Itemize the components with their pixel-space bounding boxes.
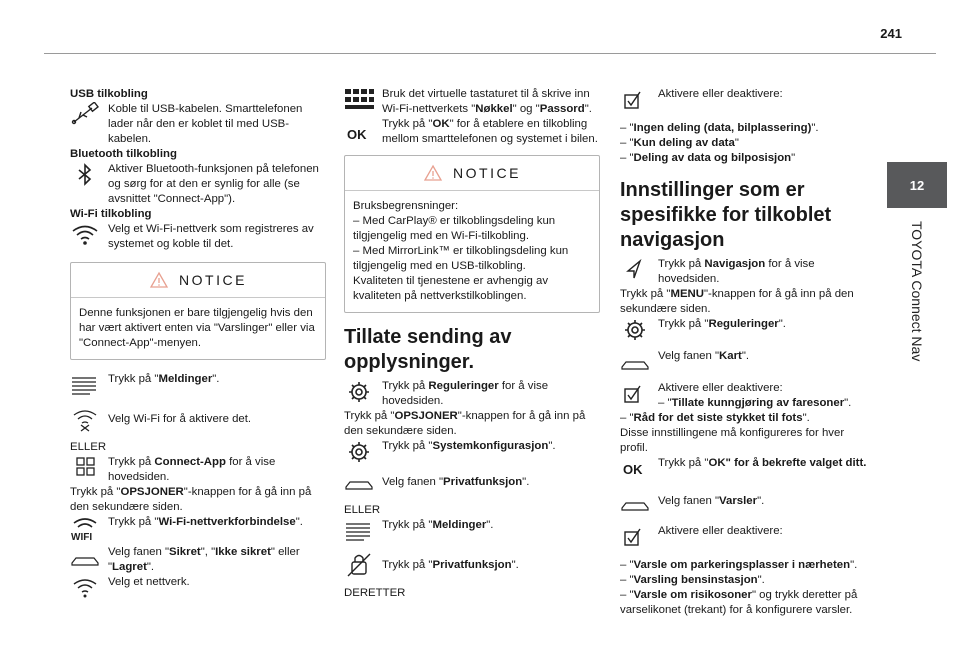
tab-m1: ", " <box>200 546 216 558</box>
notice-box-1 <box>70 262 326 360</box>
reg3-post: ". <box>778 318 786 330</box>
nav-pre: Trykk på <box>658 258 705 270</box>
activate-row <box>620 87 872 121</box>
messages-row <box>70 372 326 406</box>
tab-pre: Velg fanen " <box>108 546 170 558</box>
notice-text: Denne funksjonen er bare tilgjengelig hvis den har vært aktivert enten via "Varslinger" eller via "Connect-App"-menyen. <box>79 307 315 349</box>
page-number: 241 <box>880 26 902 41</box>
activate-text-2: Aktivere eller deaktivere: <box>658 382 783 394</box>
activate-row-3 <box>620 524 872 558</box>
tabs-icon <box>344 469 374 499</box>
opt2-post: "-knappen for å gå inn på den sekundære siden. <box>344 410 586 437</box>
navigation-row <box>620 257 872 287</box>
checkbox-icon <box>620 87 650 117</box>
pf-post: ". <box>511 559 519 571</box>
pf-bold: Privatfunksjon <box>432 559 512 571</box>
messages-icon <box>344 518 374 548</box>
okc-pre: Trykk på " <box>658 457 709 469</box>
priv-post: ". <box>522 476 530 488</box>
share-opt-1: Ingen deling (data, bilplassering) <box>633 122 812 134</box>
nav-bold: Navigasjon <box>704 258 766 270</box>
profile-text: Disse innstillingene må konfigureres for hver profil. <box>620 427 845 454</box>
msg-pre: Trykk på " <box>108 373 159 385</box>
gear-icon <box>620 317 650 347</box>
reg-pre: Trykk på <box>382 380 429 392</box>
notice-title: NOTICE <box>179 271 247 288</box>
messages-row-2 <box>344 518 600 552</box>
section-heading-navigation: Innstillinger som er spesifikke for tilkoblet navigasjon <box>620 179 832 251</box>
activate-text: Aktivere eller deaktivere: <box>658 88 783 100</box>
notice-line-4: Kvaliteten til tjenestene er avhengig av kvaliteten på nettverkstilkoblingen. <box>353 275 549 302</box>
tab-b1: Sikret <box>169 546 201 558</box>
apps-icon <box>70 455 100 485</box>
messages-icon <box>70 372 100 402</box>
msg-bold: Meldinger <box>158 373 213 385</box>
app-bold: Connect-App <box>154 456 226 468</box>
warning-icon <box>149 271 169 289</box>
wifi-connection-row <box>70 515 326 545</box>
wnc-post: ". <box>295 516 303 528</box>
danger-zones: Tillate kunngjøring av faresoner <box>671 397 845 409</box>
kb-text: Bruk det virtuelle tastaturet til å skrive inn Wi-Fi-nettverkets " <box>382 88 590 115</box>
checkbox-icon <box>620 381 650 411</box>
opt2-bold: OPSJONER <box>394 410 458 422</box>
notice-title: NOTICE <box>453 164 521 181</box>
chapter-tab[interactable]: 12 <box>887 162 947 208</box>
sysconf-row <box>344 439 600 469</box>
app-pre: Trykk på <box>108 456 155 468</box>
opt-pre: Trykk på " <box>70 486 121 498</box>
notice-header <box>345 164 599 191</box>
wifi-heading: Wi-Fi tilkobling <box>70 208 152 220</box>
kb-m1: " og " <box>512 103 540 115</box>
reg3-bold: Reguleringer <box>708 318 779 330</box>
connect-app-row <box>70 455 326 485</box>
notice-line-2: – Med CarPlay® er tilkoblingsdeling kun tilgjengelig med en Wi-Fi-tilkobling. <box>353 215 556 242</box>
app-post: for å vise hovedsiden. <box>108 456 276 483</box>
svg-text:WIFI: WIFI <box>71 532 93 541</box>
vars-post: ". <box>757 495 765 507</box>
wnc-pre: Trykk på " <box>108 516 159 528</box>
opt2-pre: Trykk på " <box>344 410 395 422</box>
network-row <box>70 575 326 605</box>
sys-pre: Trykk på " <box>382 440 433 452</box>
map-tab-row <box>620 349 872 381</box>
tabs-icon <box>620 349 650 379</box>
opt-bold: OPSJONER <box>120 486 184 498</box>
notice-line-1: Bruksbegrensninger: <box>353 200 459 212</box>
privacy-tab-row <box>344 469 600 503</box>
menu-pre: Trykk på " <box>620 288 671 300</box>
nav-post: for å vise hovedsiden. <box>658 258 815 285</box>
menu-post: "-knappen for å gå inn på den sekundære siden. <box>620 288 854 315</box>
msg2-pre: Trykk på " <box>382 519 433 531</box>
msg2-bold: Meldinger <box>432 519 487 531</box>
gear-icon <box>344 379 374 409</box>
column-3: Aktivere eller deaktivere: – "Ingen deling (data, bilplassering)". – "Kun deling av data" – "Deling av data og bilposisjon" Innstillinger som er spesifikke for tilkoblet navigasjon Trykk på Navigasjon for å vise hovedsiden. Trykk på "MENU"-knappen for å gå inn på den sekundære siden. Trykk på "Reguleringer". Velg fanen "Kart". Aktivere eller deaktivere: – "Tillate kunngjøring av faresoner". – "Råd for det siste stykket til fots". Disse innstillingene må konfigureres for hver profil. OK Trykk på "OK" for å bekrefte valget ditt. Velg fanen "Varsler". Aktivere eller deaktivere: – "Varsle om parkeringsplasser i nærheten". – "Varsling bensinstasjon". – "Varsle om risikosoner" og trykk deretter på varselikonet (trekant) for å konfigurere varsler. <box>620 87 872 618</box>
alert-fuel: Varsling bensinstasjon <box>633 574 758 586</box>
kb-b2: Passord <box>539 103 585 115</box>
wnc-bold: Wi-Fi-nettverkforbindelse <box>158 516 296 528</box>
activate-row-2: Aktivere eller deaktivere: – "Tillate kunngjøring av faresoner". <box>620 381 872 411</box>
msg2-post: ". <box>486 519 494 531</box>
share-opt-2: Kun deling av data <box>633 137 735 149</box>
eller-1: ELLER <box>70 441 107 453</box>
warning-icon <box>423 164 443 182</box>
chapter-title: TOYOTA Connect Nav <box>909 221 925 362</box>
sys-post: ". <box>548 440 556 452</box>
wifi-enable-text: Velg Wi-Fi for å aktivere det. <box>108 413 252 425</box>
alert-risk-post: " og trykk deretter på varselikonet (trekant) for å konfigurere varsler. <box>620 589 858 616</box>
navigation-arrow-icon <box>620 257 650 287</box>
tab-m2: " eller " <box>108 546 300 573</box>
gear-icon <box>344 439 374 469</box>
kb-post: ". <box>584 103 592 115</box>
column-2 <box>344 87 600 601</box>
ok-icon: OK <box>347 127 367 142</box>
ok-confirm-row <box>620 456 872 490</box>
wifi-text: Velg et Wi-Fi-nettverk som registreres av systemet og koble til det. <box>108 223 314 250</box>
keyboard-icon <box>344 87 374 117</box>
settings-row-3 <box>620 317 872 349</box>
pf-pre: Trykk på " <box>382 559 433 571</box>
column-1 <box>70 87 326 605</box>
ok-post: " for å etablere en tilkobling mellom smarttelefonen og systemet i bilen. <box>382 118 598 145</box>
priv-pre: Velg fanen " <box>382 476 444 488</box>
checkbox-icon <box>620 524 650 554</box>
menu-bold: MENU <box>670 288 705 300</box>
kart-bold: Kart <box>719 350 742 362</box>
wifi-off-icon <box>70 406 100 436</box>
reg-bold: Reguleringer <box>428 380 499 392</box>
tabs-icon <box>70 545 100 575</box>
bt-row <box>70 162 326 207</box>
reg-post: for å vise hovedsiden. <box>382 380 549 407</box>
alert-risk: Varsle om risikosoner <box>633 589 752 601</box>
tabs-icon <box>620 490 650 520</box>
kb-b1: Nøkkel <box>475 103 513 115</box>
keyboard-row <box>344 87 600 117</box>
ok-icon: OK <box>623 462 643 477</box>
wifi-enable-row <box>70 406 326 440</box>
walk-advice: Råd for det siste stykket til fots <box>633 412 803 424</box>
bt-heading: Bluetooth tilkobling <box>70 148 177 160</box>
kart-pre: Velg fanen " <box>658 350 720 362</box>
msg-post: ". <box>212 373 220 385</box>
vars-pre: Velg fanen " <box>658 495 720 507</box>
reg3-pre: Trykk på " <box>658 318 709 330</box>
vars-bold: Varsler <box>719 495 758 507</box>
tab-post: ". <box>146 561 155 573</box>
alert-parking: Varsle om parkeringsplasser i nærheten <box>633 559 851 571</box>
settings-row <box>344 379 600 409</box>
notice-box-2 <box>344 155 600 313</box>
tab-row <box>70 545 326 575</box>
section-heading-sharing: Tillate sending av opplysninger. <box>344 326 512 373</box>
ok-row <box>344 117 600 147</box>
privacy-lock-icon <box>344 552 374 582</box>
usb-heading: USB tilkobling <box>70 88 148 100</box>
priv-bold: Privatfunksjon <box>443 476 523 488</box>
wifi-icon <box>70 222 100 252</box>
wifi-signal-icon <box>70 575 100 605</box>
wifi-row <box>70 222 326 252</box>
tab-b2: Ikke sikret <box>215 546 271 558</box>
wifi-label-icon <box>70 515 100 545</box>
ok-pre: Trykk på " <box>382 118 433 130</box>
ok-bold: OK <box>432 118 450 130</box>
usb-text: Koble til USB-kabelen. Smarttelefonen lader når den er koblet til med USB-kabelen. <box>108 103 303 145</box>
header-rule <box>44 53 936 54</box>
alerts-tab-row <box>620 490 872 524</box>
usb-icon <box>70 102 100 132</box>
eller-2: ELLER <box>344 504 381 516</box>
private-mode-row <box>344 552 600 586</box>
okc-bold: OK" for å bekrefte valget ditt. <box>708 457 867 469</box>
deretter: DERETTER <box>344 587 406 599</box>
notice-line-3: – Med MirrorLink™ er tilkoblingsdeling kun tilgjengelig med en USB-tilkobling. <box>353 245 569 272</box>
bluetooth-icon <box>70 162 100 192</box>
opt-post: "-knappen for å gå inn på den sekundære siden. <box>70 486 312 513</box>
activate-text-3: Aktivere eller deaktivere: <box>658 525 783 537</box>
share-opt-3: Deling av data og bilposisjon <box>633 152 792 164</box>
bt-text: Aktiver Bluetooth-funksjonen på telefonen og sørg for at den er synlig for alle (se avsnittet "Connect-App"). <box>108 163 319 205</box>
tab-b3: Lagret <box>112 561 147 573</box>
network-text: Velg et nettverk. <box>108 576 190 588</box>
kart-post: ". <box>741 350 750 362</box>
notice-header <box>71 271 325 298</box>
usb-row <box>70 102 326 147</box>
sys-bold: Systemkonfigurasjon <box>432 440 549 452</box>
